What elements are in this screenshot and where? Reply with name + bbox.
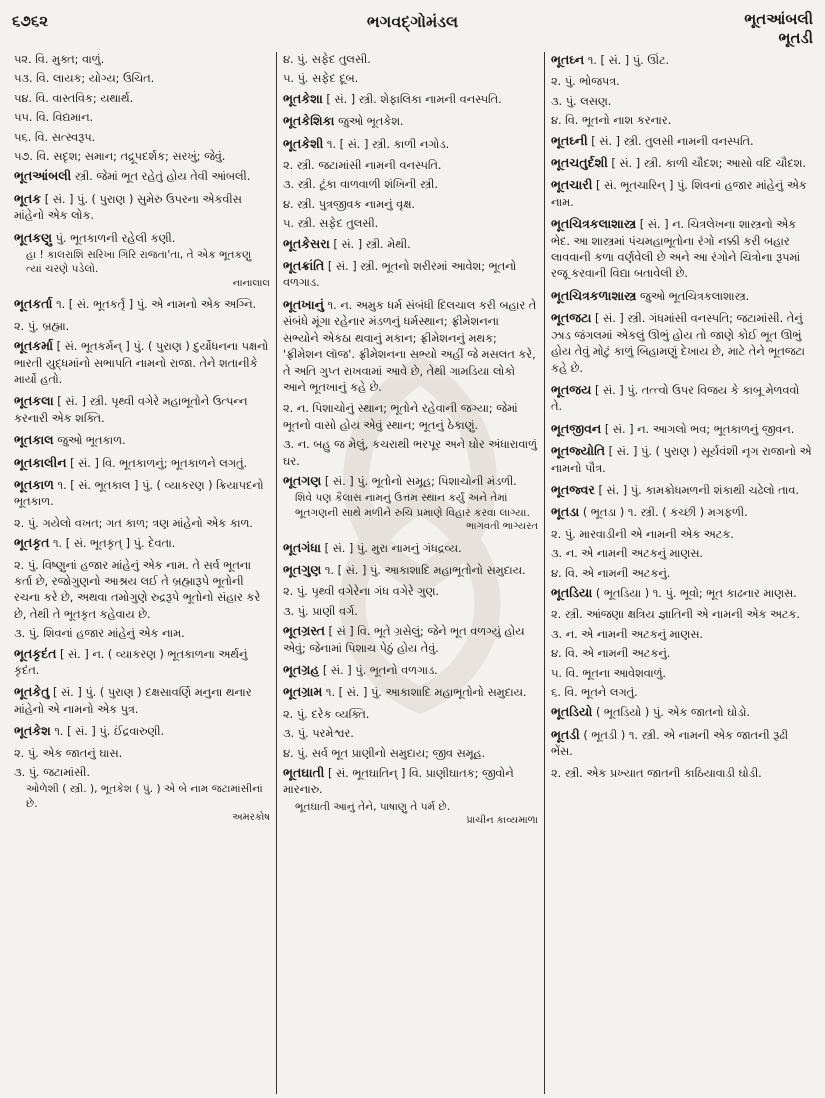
headword: ભૂતગ્રસ્ત bbox=[283, 623, 325, 639]
definition-text: ૪. વિ. ભૂતનો નાશ કરનાર. bbox=[551, 114, 672, 128]
headword: ભૂતક bbox=[14, 190, 42, 206]
definition-text: ૨. ન. પિશાચોનું સ્થાન; ભૂતોને રહેવાની જગ્યા; જેમાં ભૂતનો વાસો હોય એવું સ્થાન; ભૂતનું ઠેકાણું. bbox=[283, 402, 518, 432]
dictionary-entry bbox=[551, 310, 813, 377]
headword: ભૂતકર્તા bbox=[14, 296, 53, 312]
dictionary-entry bbox=[283, 662, 538, 679]
column-3 bbox=[544, 52, 819, 1094]
headword: ભૂતચિત્રકલાશાસ્ત્ર bbox=[551, 216, 637, 232]
definition-text: સ્ત્રી. જેમાં ભૂત રહેતું હોય તેવી આંબલી. bbox=[74, 170, 251, 184]
entry-sense bbox=[283, 401, 538, 434]
definition-text: [ સં. ] સ્ત્રી. શેફાલિકા નામની વનસ્પતિ. bbox=[326, 92, 502, 106]
entry-sense bbox=[14, 91, 270, 107]
dictionary-entry bbox=[14, 338, 270, 388]
definition-text: ૩. પું. પરમેશ્વર. bbox=[283, 727, 354, 741]
page-number: ૬૭૬૨ bbox=[12, 12, 49, 30]
entry-sense bbox=[551, 113, 813, 129]
headword: ભૂતખાનું bbox=[283, 296, 324, 312]
dictionary-entry bbox=[283, 136, 538, 153]
headword: ભૂતકણુ bbox=[14, 229, 53, 245]
column-1 bbox=[8, 52, 276, 1094]
definition-text: ૪. પું. સફેદ તુલસી. bbox=[283, 53, 371, 66]
headword: ભૂતગુણ bbox=[283, 561, 322, 577]
definition-text: ૩. પું. પ્રાણી વર્ગ. bbox=[283, 604, 358, 618]
entry-sense bbox=[283, 71, 538, 87]
headword: ભૂતજીવન bbox=[551, 420, 602, 436]
definition-text: ૪. વિ. એ નામની અટકનું. bbox=[551, 566, 671, 580]
entry-sense bbox=[14, 516, 270, 532]
headword: ભૂતકૃત bbox=[14, 535, 50, 551]
entry-sense bbox=[283, 177, 538, 193]
definition-text: ૪. સ્ત્રી. પુત્રજીવક નામનું વૃક્ષ. bbox=[283, 197, 416, 211]
entry-sense bbox=[551, 646, 813, 662]
definition-text: ૫૫. વિ. વિદ્યમાન. bbox=[14, 111, 94, 125]
entry-sense bbox=[551, 527, 813, 543]
headword: ભૂતકલા bbox=[14, 393, 54, 409]
definition-text: [ સં. ] પું. કામક્રોધમળની શંકાથી ચઢેલો તાવ. bbox=[598, 483, 800, 497]
dictionary-entry bbox=[551, 585, 813, 602]
definition-text: ( ભૂતડી ) ૧. સ્ત્રી. એ નામની એક જાતની રૂઢી ભેંસ. bbox=[551, 728, 789, 759]
headword: ભૂતકાલીન bbox=[14, 454, 67, 470]
headword: ભૂતક્રાંતિ bbox=[283, 258, 325, 274]
definition-text: ૫૬. વિ. સત્સ્વરૂપ. bbox=[14, 130, 96, 144]
dictionary-entry bbox=[283, 562, 538, 579]
definition-text: જુઓ ભૂતકાળ. bbox=[57, 434, 126, 448]
dictionary-columns bbox=[8, 52, 819, 1094]
definition-text: [ સં. ભૂતકર્મન્ ] પું. ( પુરાણ ) દુર્યોધનના પક્ષનો ભારતી યુદ્ધમાંનો સભાપતિ નામનો રાજા. તેને શતાનીકે માર્યો હતો. bbox=[14, 340, 269, 386]
definition-text: ૫૭. વિ. સદૃશ; સમાન; તદ્રૂપદર્શક; સરખું; જેવું. bbox=[14, 150, 226, 164]
dictionary-entry bbox=[551, 155, 813, 172]
definition-text: ૩. પું. લસણ. bbox=[551, 94, 612, 108]
definition-text: ૩. પું. શિવનાં હજાર માંહેનું એક નામ. bbox=[14, 627, 185, 641]
dictionary-entry bbox=[283, 473, 538, 535]
definition-text: જુઓ ભૂતકેશ. bbox=[338, 115, 404, 129]
entry-sense bbox=[283, 604, 538, 620]
dictionary-entry bbox=[551, 177, 813, 211]
definition-text: ૫. પું. સફેદ દૂબ. bbox=[283, 72, 359, 86]
definition-text: પું. ભૂતકાળની રહેલી કણી. bbox=[55, 231, 176, 245]
quote-text: ઓળેશી ( સ્ત્રી. ), ભૂતકેશ ( પું. ) એ બે નામ જટામાંસીનાં છે. bbox=[26, 783, 263, 810]
headword: ભૂતગ્રહ bbox=[283, 662, 320, 677]
quote-source: પ્રાચીન કાવ્યમાળા bbox=[466, 815, 538, 827]
dictionary-entry bbox=[551, 421, 813, 438]
definition-text: ૫૪. વિ. વાસ્તવિક; યથાર્થ. bbox=[14, 91, 134, 105]
definition-text: ૧. [ સં. ભૂતકાલ ] પું. ( વ્યાકરણ ) ક્રિયાપદનો ભૂતકાળ. bbox=[14, 478, 264, 509]
definition-text: [ સં. ] ન. આગલો ભવ; ભૂતકાળનું જીવન. bbox=[604, 422, 795, 436]
quote-source: ભાગવતી ભાગ્યરત bbox=[466, 521, 538, 533]
headword: ભૂતકાલ bbox=[14, 432, 54, 448]
dictionary-entry bbox=[14, 455, 270, 472]
headword: ભૂતકર્મા bbox=[14, 338, 54, 354]
entry-sense bbox=[551, 546, 813, 562]
entry-sense bbox=[14, 71, 270, 87]
entry-sense bbox=[14, 110, 270, 126]
headword: ભૂતઆંબલી bbox=[14, 168, 72, 184]
definition-text: ૩. પું. જટામાંસી. bbox=[14, 766, 90, 780]
definition-text: ( ભૂતડિયો ) પું. એક જાતનો ઘોડો. bbox=[595, 706, 750, 720]
guide-word-first: ભૂતઆંબલી bbox=[744, 10, 813, 28]
headword: ભૂતડી bbox=[551, 726, 580, 742]
dictionary-entry bbox=[14, 393, 270, 427]
headword: ભૂતકેસરા bbox=[283, 235, 330, 251]
dictionary-entry bbox=[14, 230, 270, 292]
headword: ભૂતઘ્ન bbox=[551, 52, 585, 67]
dictionary-entry bbox=[283, 684, 538, 701]
entry-sense bbox=[283, 216, 538, 232]
headword: ભૂતકેતુ bbox=[14, 684, 50, 700]
definition-text: ૧. [ સં. ] પું. ઊંટ. bbox=[587, 54, 670, 67]
headword: ભૂતડા bbox=[551, 504, 580, 520]
entry-sense bbox=[551, 94, 813, 110]
dictionary-entry bbox=[551, 504, 813, 521]
entry-sense bbox=[14, 558, 270, 624]
entry-sense bbox=[14, 52, 270, 68]
dictionary-entry bbox=[551, 727, 813, 761]
dictionary-entry bbox=[551, 52, 813, 69]
page-title: ભગવદ્ગોમંડલ bbox=[366, 12, 459, 31]
headword: ભૂતઘાતી bbox=[283, 765, 325, 781]
definition-text: ૨. સ્ત્રી. એક પ્રખ્યાત જાતની કાઠિયાવાડી ઘોડી. bbox=[551, 766, 762, 780]
definition-text: ૨. પું. પૃથ્વી વગેરેના ગંધ વગેરે ગુણ. bbox=[283, 585, 439, 599]
definition-text: ૨. સ્ત્રી. જટામાંસી નામની વનસ્પતિ. bbox=[283, 159, 442, 173]
definition-text: [ સં. ] પું. ( પુરાણ ) સૂર્યવંશી નૃગ રાજાનો એ નામનો પૌત્ર. bbox=[551, 445, 812, 475]
definition-text: ૨. પું. મારવાડીની એ નામની એક અટક. bbox=[551, 527, 734, 541]
entry-sense bbox=[283, 707, 538, 723]
definition-text: ૩. ન. બહુ જ મેલું, કચરાથી ભરપૂર અને ઘોર અંધારાવાળું ઘર. bbox=[283, 438, 537, 468]
definition-text: ૪. પું. સર્વ ભૂત પ્રાણીનો સમુદાય; જીવ સમૂહ. bbox=[283, 746, 486, 760]
headword: ભૂતજ્વર bbox=[551, 481, 595, 497]
definition-text: [ સં. ] ન. ( વ્યાકરણ ) ભૂતકાળના અર્થનું કૃદંત. bbox=[14, 647, 248, 677]
definition-text: ૫. વિ. ભૂતના આવેશવાળું. bbox=[551, 666, 667, 680]
dictionary-entry bbox=[283, 297, 538, 396]
dictionary-entry bbox=[283, 258, 538, 292]
entry-sense bbox=[551, 74, 813, 90]
definition-text: [ સં. ] ન. ચિત્રલેખના શાસ્ત્રનો એક ભેદ. આ શાસ્ત્રમાં પંચમહાભૂતોના રંગો નક્કી કરી બહાર લાવવાની કળા વર્ણવેલી છે અને આ રંગોને ચિત્રોના રૂપમાં રજૂ કરવાની વિદ્યા બતાવેલી છે. bbox=[551, 218, 801, 281]
dictionary-entry bbox=[551, 288, 813, 305]
dictionary-entry bbox=[14, 296, 270, 313]
definition-text: [ સં. ] વિ. ભૂતકાળનું; ભૂતકાળને લગતું. bbox=[70, 456, 248, 470]
headword: ભૂતચતુર્દશી bbox=[551, 155, 608, 171]
headword: ભૂતગ્રામ bbox=[283, 684, 323, 700]
headword: ભૂતકૃદંત bbox=[14, 645, 57, 661]
definition-text: [ સં. ] પું. ભૂતોનો સમૂહ; પિશાચોની મંડળી. bbox=[324, 474, 517, 488]
entry-sense bbox=[283, 197, 538, 213]
definition-text: ૨. પું. દરેક વ્યક્તિ. bbox=[283, 707, 370, 721]
entry-sense bbox=[551, 566, 813, 582]
dictionary-entry bbox=[283, 91, 538, 108]
definition-text: ( ભૂતડા ) ૧. સ્ત્રી. ( કચ્છી ) મગફળી. bbox=[582, 506, 748, 520]
dictionary-entry bbox=[14, 191, 270, 225]
dictionary-entry bbox=[14, 646, 270, 680]
dictionary-entry bbox=[551, 482, 813, 499]
usage-quote bbox=[295, 491, 538, 534]
headword: ભૂતચારી bbox=[551, 177, 593, 193]
quote-source: નાનાલાલ bbox=[232, 277, 270, 289]
column-2 bbox=[276, 52, 544, 1094]
dictionary-entry bbox=[283, 113, 538, 130]
definition-text: ૬. વિ. ભૂતને લગતું. bbox=[551, 686, 638, 699]
quote-text: ભૂતઘાતી આનું તેને, પાષાણુ તે પર્મ છે. bbox=[295, 800, 451, 813]
definition-text: ૨. પું. ભોજપત્ર. bbox=[551, 75, 620, 89]
entry-sense bbox=[14, 149, 270, 165]
dictionary-entry bbox=[283, 623, 538, 657]
quote-source: અમરકોષ bbox=[232, 812, 270, 824]
usage-quote bbox=[26, 782, 270, 825]
dictionary-entry bbox=[14, 432, 270, 449]
usage-quote bbox=[295, 800, 538, 829]
definition-text: ૨. પું. બ્રહ્મા. bbox=[14, 319, 70, 333]
entry-sense bbox=[551, 627, 813, 643]
definition-text: [ સં. ] સ્ત્રી. તુલસી નામની વનસ્પતિ. bbox=[591, 134, 754, 148]
entry-sense bbox=[551, 685, 813, 701]
quote-text: હા ! કાલરાશિ સરિખા ગિરિ રાજતા'તા, તે એક ભૂતકણુ ત્યાં ચરણે પડેલો. bbox=[26, 249, 252, 276]
dictionary-entry bbox=[14, 684, 270, 718]
dictionary-entry bbox=[14, 477, 270, 511]
definition-text: ૨. પું. વિષ્ણુનાં હજાર માંહેનું એક નામ. તે સર્વ ભૂતના કર્તા છે, રજોગુણનો આશ્રય લઈ તે બ્રહ્મારૂપે ભૂતોની રચના કરે છે, અથવા તમોગુણે રુદ્રરૂપે ભૂતોનો સંહાર કરે છે, તેથી તે ભૂતકૃત કહેવાય છે. bbox=[14, 558, 261, 621]
dictionary-entry bbox=[283, 540, 538, 557]
headword: ભૂતકેશા bbox=[283, 90, 323, 106]
headword: ભૂતડિયા bbox=[551, 584, 593, 600]
entry-sense bbox=[14, 765, 270, 826]
definition-text: ૫૩. વિ. લાયક; યોગ્ય; ઉચિત. bbox=[14, 72, 155, 86]
usage-quote bbox=[26, 248, 270, 291]
definition-text: [ સં. ભૂતચારિન્ ] પું. શિવનાં હજાર માંહેનું એક નામ. bbox=[551, 179, 807, 209]
definition-text: ૧. [ સં. ] પું. ઈંદ્રવારુણી. bbox=[54, 725, 165, 739]
entry-sense bbox=[283, 746, 538, 762]
entry-sense bbox=[14, 319, 270, 335]
dictionary-entry bbox=[551, 133, 813, 150]
headword: ભૂતજય bbox=[551, 381, 592, 397]
definition-text: [ સં ] વિ. ભૂતે ગ્રસેલું; જેને ભૂત વળગ્યું હોય એવું; જેનામાં પિશાચ પેઠું હોય તેવું. bbox=[283, 625, 525, 655]
definition-text: ૧. [ સં. ભૂતકૃત્ ] પું. દેવતા. bbox=[53, 537, 176, 551]
dictionary-entry bbox=[283, 765, 538, 829]
definition-text: [ સં. ] પું. ભૂતનો વળગાડ. bbox=[322, 664, 438, 677]
entry-sense bbox=[14, 130, 270, 146]
definition-text: જુઓ ભૂતચિત્રકલાશાસ્ત્ર. bbox=[640, 289, 750, 303]
headword: ભૂતજ્યોતિ bbox=[551, 443, 606, 459]
headword: ભૂતકેશિકા bbox=[283, 113, 335, 129]
headword: ભૂતકેશી bbox=[283, 135, 324, 151]
entry-sense bbox=[283, 52, 538, 68]
entry-sense bbox=[283, 584, 538, 600]
definition-text: [ સં. ] પું. મુરા નામનું ગંધદ્રવ્ય. bbox=[324, 541, 462, 555]
headword: ભૂતકેશ bbox=[14, 723, 51, 739]
headword: ભૂતચિત્રકળાશાસ્ત્ર bbox=[551, 287, 637, 303]
dictionary-entry bbox=[551, 443, 813, 477]
definition-text: ( ભૂતડિયા ) ૧. પું. ભૂવો; ભૂત કાઢનાર માણસ. bbox=[595, 586, 797, 600]
headword: ભૂતઘ્ની bbox=[551, 132, 588, 148]
definition-text: ૧. [ સં. ] સ્ત્રી. કાળી નગોડ. bbox=[326, 137, 450, 151]
definition-text: ૪. વિ. એ નામની અટકનું. bbox=[551, 647, 671, 661]
definition-text: ૧. ન. અમુક ધર્મ સંબંધી દિલચાલ કરી બહાર તે સંબંધે મૂંગા રહેનાર મંડળનું ધર્મસ્થાન; ફ્રીમેશનના સભ્યોને એકઠા થવાનું મકાન; ફ્રીમેશનનું મથક; 'ફ્રીમેશન લૉજ'. ફ્રીમેશનના સભ્યો અહીં જે મસલત કરે, તે અતિ ગુપ્ત રાખવામાં આવે છે, તેથી ગામડિયા લોકો આને ભૂતખાનું કહે છે. bbox=[283, 298, 537, 394]
definition-text: ૫. સ્ત્રી. સફેદ તુલસી. bbox=[283, 217, 379, 231]
entry-sense bbox=[14, 746, 270, 762]
dictionary-entry bbox=[14, 168, 270, 185]
definition-text: ૨. પું. ગયેલો વખત; ગત કાળ; ત્રણ માંહેનો એક કાળ. bbox=[14, 516, 253, 530]
definition-text: ૧. [ સં. ભૂતકર્તૃ ] પું. એ નામનો એક અગ્નિ. bbox=[56, 298, 257, 312]
entry-sense bbox=[283, 437, 538, 470]
entry-sense bbox=[551, 607, 813, 623]
definition-text: ૨. સ્ત્રી. આંજણા ક્ષત્રિય જ્ઞાતિની એ નામની એક અટક. bbox=[551, 608, 801, 622]
definition-text: [ સં. ] સ્ત્રી. ભૂતનો શરીરમાં આવેશ; ભૂતનો વળગાડ. bbox=[283, 260, 517, 290]
entry-sense bbox=[283, 158, 538, 174]
dictionary-entry bbox=[14, 535, 270, 552]
definition-text: [ સં. ભૂતઘાતિન્ ] વિ. પ્રાણીઘાતક; જીવોને મારનારુ. bbox=[283, 767, 514, 797]
entry-sense bbox=[283, 726, 538, 742]
definition-text: ૧. [ સં. ] પું. આકાશાદિ મહાભૂતોનો સમુદાય. bbox=[325, 686, 527, 700]
definition-text: [ સં. ] સ્ત્રી. પૃથ્વી વગેરે મહાભૂતોને ઉત્પન્ન કરનારી એક શક્તિ. bbox=[14, 395, 248, 425]
definition-text: [ સં. ] પું. ( પુરાણ ) દક્ષસાવર્ણિ મનુના થનાર માંહેનો એ નામનો એક પુત્ર. bbox=[14, 686, 252, 716]
definition-text: ૩. સ્ત્રી. ટૂંકા વાળવાળી શંખિની સ્ત્રી. bbox=[283, 178, 438, 192]
definition-text: [ સં. ] પું. તત્ત્વો ઉપર વિજય કે કાબૂ મેળવવો તે. bbox=[551, 383, 800, 414]
definition-text: [ સં. ] પું. ( પુરાણ ) સુમેરુ ઉપરના એકવીસ માંહેનો એક લોક. bbox=[14, 192, 242, 223]
dictionary-entry bbox=[551, 382, 813, 416]
entry-sense bbox=[551, 666, 813, 682]
headword: ભૂતજટા bbox=[551, 310, 592, 326]
definition-text: [ સં. ] સ્ત્રી. કાળી ચૌદશ; આસો વદિ ચૌદશ. bbox=[611, 157, 806, 171]
definition-text: ૩. ન. એ નામની અટકનું માણસ. bbox=[551, 547, 704, 561]
headword: ભૂતગણ bbox=[283, 472, 322, 488]
definition-text: ૫૨. વિ. મુક્ત; વાળું. bbox=[14, 53, 105, 66]
headword: ભૂતકાળ bbox=[14, 476, 54, 492]
definition-text: [ સં. ] સ્ત્રી. મેથી. bbox=[333, 237, 411, 251]
definition-text: ૨. પું. એક જાતનું ઘાસ. bbox=[14, 746, 123, 760]
definition-text: [ સં. ] સ્ત્રી. ગંધમાંસી વનસ્પતિ; જટામાંસી. તેનું ઝાડ જંગલમાં એકલું ઊભું હોય તો જાણે કોઈ ભૂત ઊભું હોય તેવું મોટું કાળું બિહામણું દેખાય છે, માટે તેને ભૂતજટા કહે છે. bbox=[551, 312, 805, 375]
guide-words bbox=[744, 10, 813, 48]
dictionary-entry bbox=[551, 704, 813, 721]
page-header bbox=[8, 6, 817, 50]
headword: ભૂતગંધા bbox=[283, 539, 321, 555]
dictionary-entry bbox=[14, 723, 270, 740]
dictionary-entry bbox=[551, 216, 813, 283]
dictionary-entry bbox=[283, 236, 538, 253]
guide-word-last: ભૂતડી bbox=[778, 29, 813, 47]
headword: ભૂતડિયો bbox=[551, 704, 593, 720]
entry-sense bbox=[14, 626, 270, 642]
entry-sense bbox=[551, 766, 813, 782]
quote-text: શિવે પણ કૈલાસ નામનું ઉત્તમ સ્થાન કર્યું અને તેમાં ભૂતગણની સાથે મળીને રુચિ પ્રમાણે વિહાર કરવા લાગ્યા. bbox=[295, 492, 530, 519]
definition-text: ૩. ન. એ નામની અટકનું માણસ. bbox=[551, 627, 704, 641]
definition-text: ૧. [ સં. ] પું. આકાશાદિ મહાભૂતોનો સમુદાય. bbox=[324, 563, 526, 577]
